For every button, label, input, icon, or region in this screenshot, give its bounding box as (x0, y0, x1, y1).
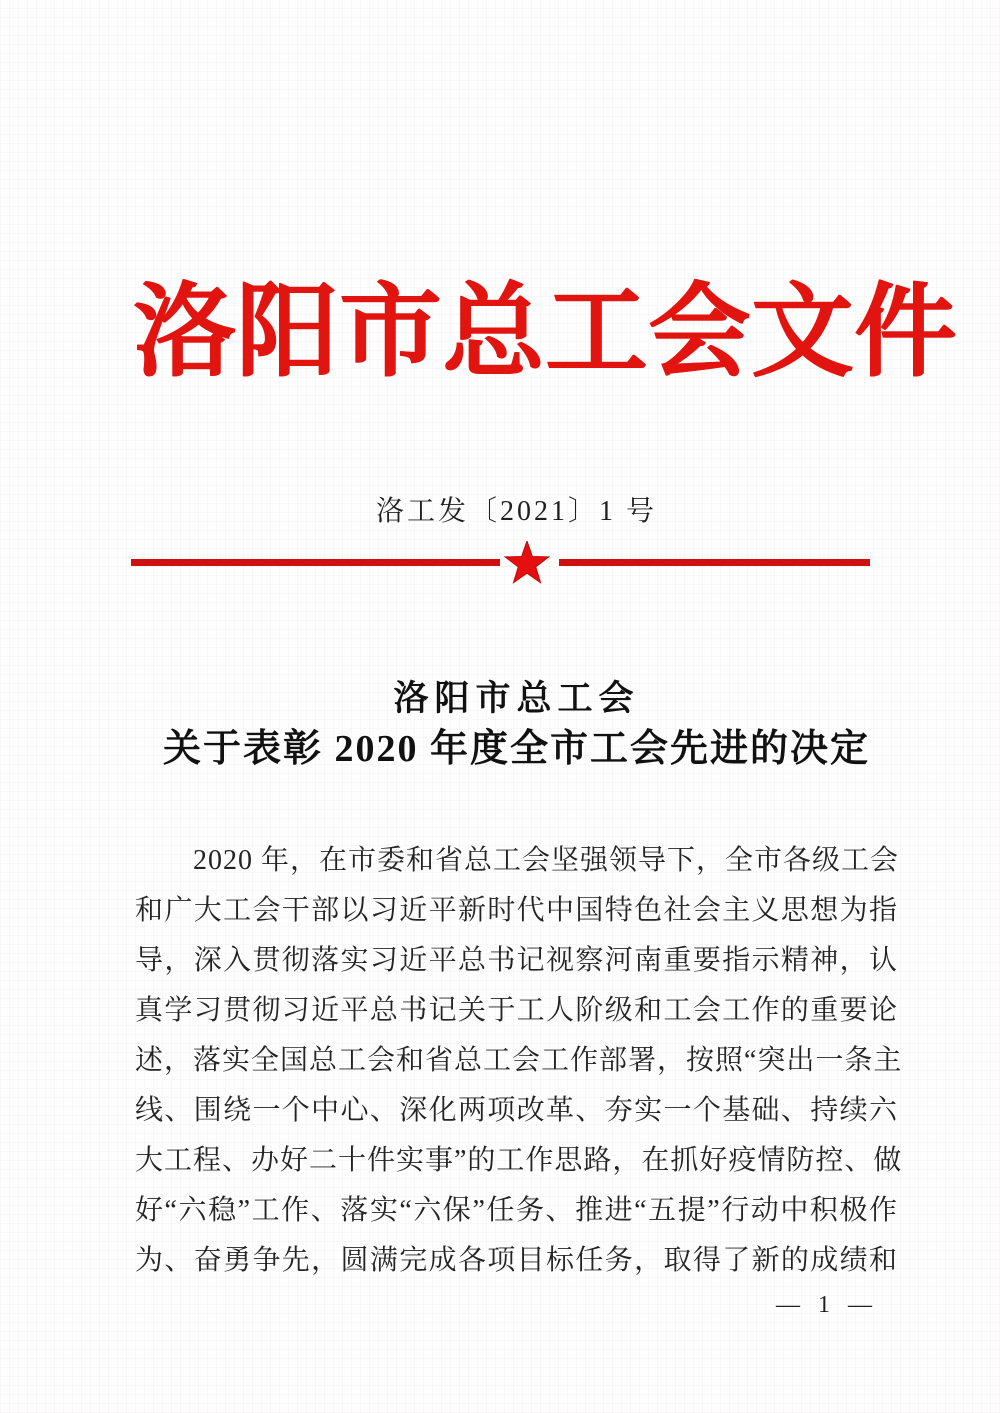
body-line: 导，深入贯彻落实习近平总书记视察河南重要指示精神，认 (135, 945, 898, 976)
body-line: 好“六稳”工作、落实“六保”任务、推进“五提”行动中积极作 (135, 1195, 898, 1226)
body-line: 线、围绕一个中心、深化两项改革、夯实一个基础、持续六 (135, 1095, 898, 1126)
body-line: 2020 年，在市委和省总工会坚强领导下，全市各级工会 (193, 845, 900, 876)
letterhead-title: 洛阳市总工会文件 (133, 277, 957, 390)
body-line: 真学习贯彻习近平总书记关于工人阶级和工会工作的重要论 (135, 995, 898, 1026)
body-paragraph (135, 836, 903, 1286)
document-number: 洛工发〔2021〕1 号 (375, 496, 657, 527)
document-title-org: 洛阳市总工会 (393, 679, 640, 718)
divider-line-left (131, 559, 500, 566)
page-number: — 1 — (776, 1292, 878, 1318)
document-title-subject: 关于表彰 2020 年度全市工会先进的决定 (162, 728, 870, 770)
red-star-icon (504, 541, 550, 587)
body-line: 为、奋勇争先，圆满完成各项目标任务，取得了新的成绩和 (135, 1245, 898, 1276)
body-line: 和广大工会干部以习近平新时代中国特色社会主义思想为指 (135, 895, 898, 926)
body-line: 大工程、办好二十件实事”的工作思路，在抓好疫情防控、做 (135, 1145, 903, 1176)
divider-line-right (559, 559, 870, 566)
body-line: 述，落实全国总工会和省总工会工作部署，按照“突出一条主 (135, 1045, 903, 1076)
